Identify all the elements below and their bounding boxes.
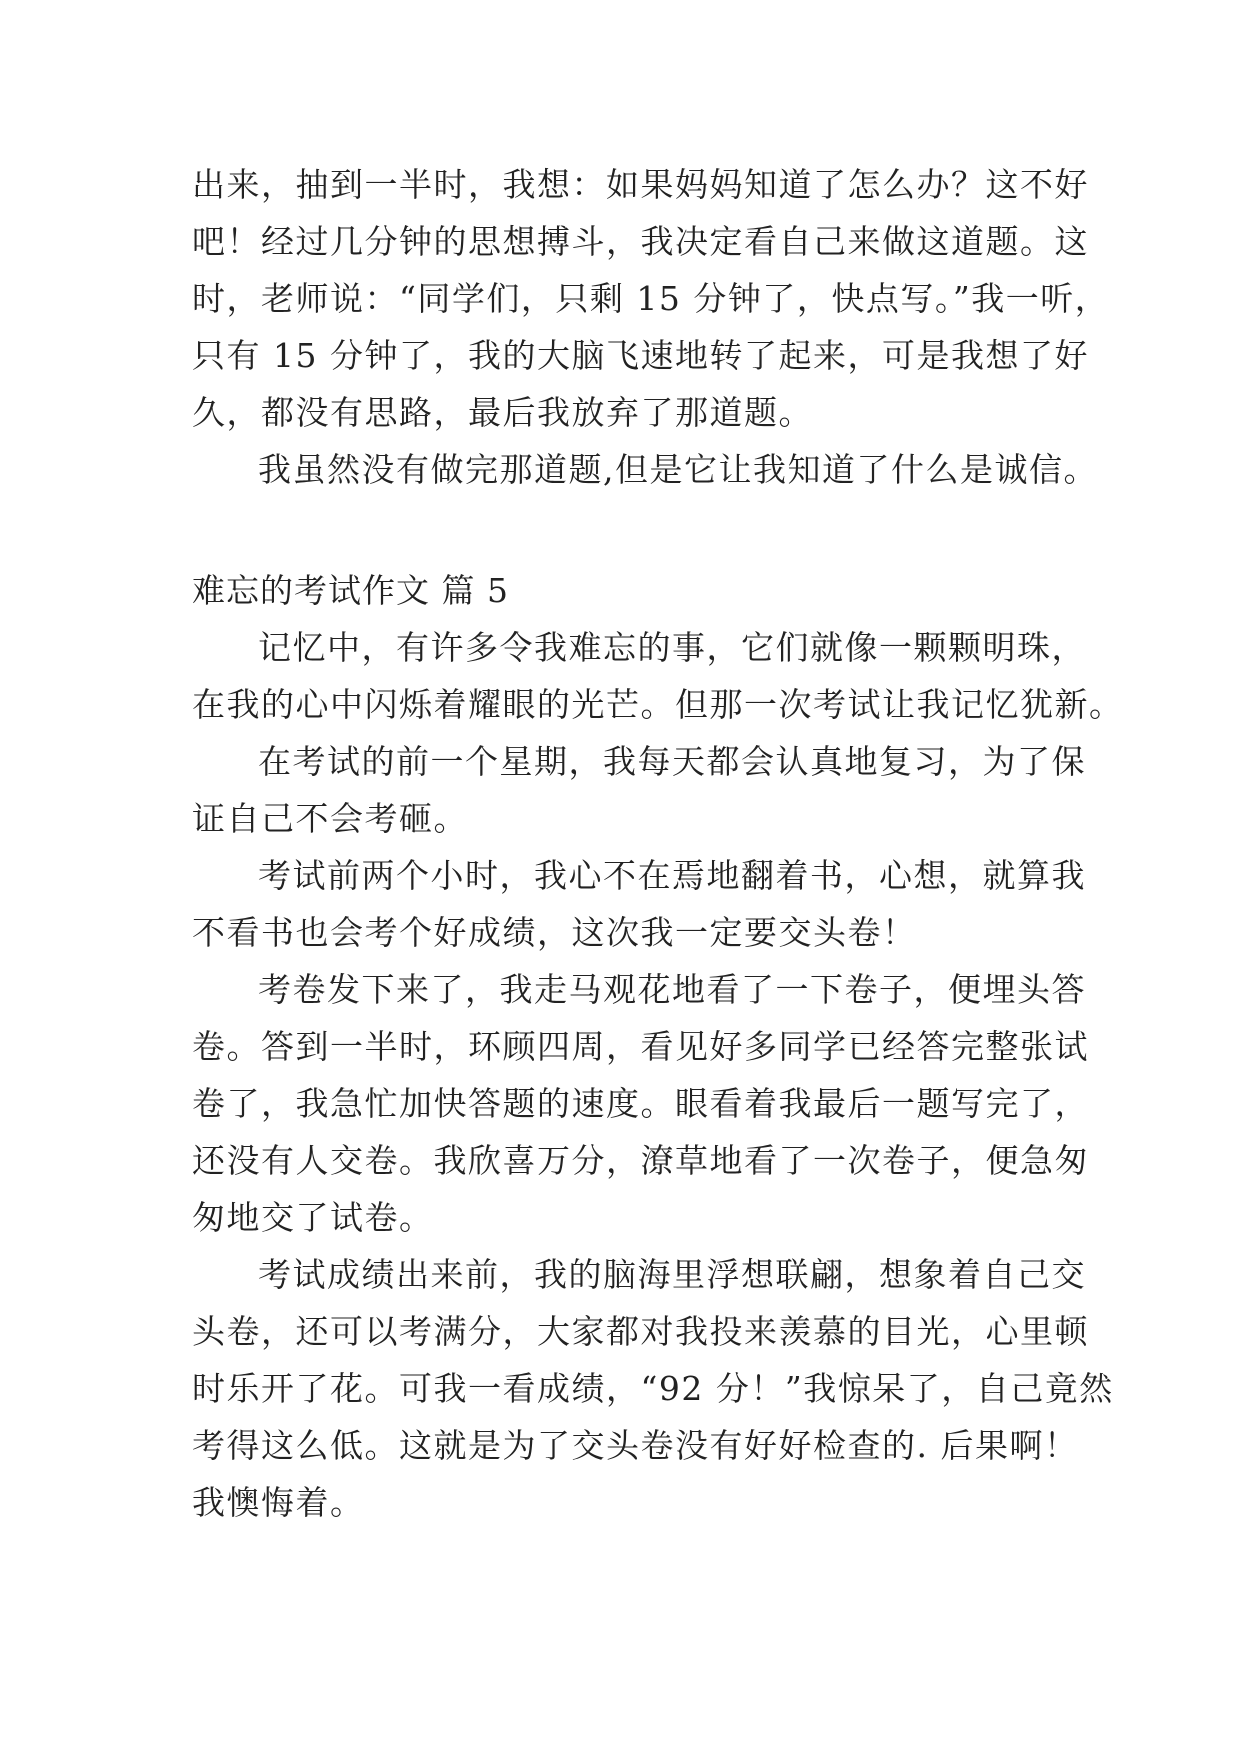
text-line: 吧！经过几分钟的思想搏斗，我决定看自己来做这道题。这 [192,222,1089,261]
text-line: 卷了，我急忙加快答题的速度。眼看着我最后一题写完了， [192,1084,1089,1123]
text-line: 时乐开了花。可我一看成绩，“92 分！”我惊呆了，自己竟然 [192,1369,1114,1408]
section-heading: 难忘的考试作文 篇 5 [192,571,509,610]
text-line: 出来，抽到一半时，我想：如果妈妈知道了怎么办？这不好 [192,165,1089,204]
text-line: 匆地交了试卷。 [192,1198,434,1237]
text-line: 在考试的前一个星期，我每天都会认真地复习，为了保 [258,742,1086,781]
text-line: 还没有人交卷。我欣喜万分，潦草地看了一次卷子，便急匆 [192,1141,1089,1180]
text-line: 考卷发下来了，我走马观花地看了一下卷子，便埋头答 [258,970,1086,1009]
text-line: 我懊悔着。 [192,1483,365,1522]
text-line: 记忆中，有许多令我难忘的事，它们就像一颗颗明珠， [258,628,1086,667]
text-line: 只有 15 分钟了，我的大脑飞速地转了起来，可是我想了好 [192,336,1089,375]
text-line: 久，都没有思路，最后我放弃了那道题。 [192,393,813,432]
text-line: 在我的心中闪烁着耀眼的光芒。但那一次考试让我记忆犹新。 [192,685,1124,724]
text-line: 我虽然没有做完那道题,但是它让我知道了什么是诚信。 [258,450,1098,489]
text-line: 考得这么低。这就是为了交头卷没有好好检查的. 后果啊！ [192,1426,1079,1465]
text-line: 考试成绩出来前，我的脑海里浮想联翩，想象着自己交 [258,1255,1086,1294]
text-line: 不看书也会考个好成绩，这次我一定要交头卷！ [192,913,917,952]
text-line: 考试前两个小时，我心不在焉地翻着书，心想，就算我 [258,856,1086,895]
text-line: 头卷，还可以考满分，大家都对我投来羡慕的目光，心里顿 [192,1312,1089,1351]
text-line: 卷。答到一半时，环顾四周，看见好多同学已经答完整张试 [192,1027,1089,1066]
text-line: 证自己不会考砸。 [192,799,468,838]
text-line: 时，老师说：“同学们，只剩 15 分钟了，快点写。”我一听， [192,279,1110,318]
